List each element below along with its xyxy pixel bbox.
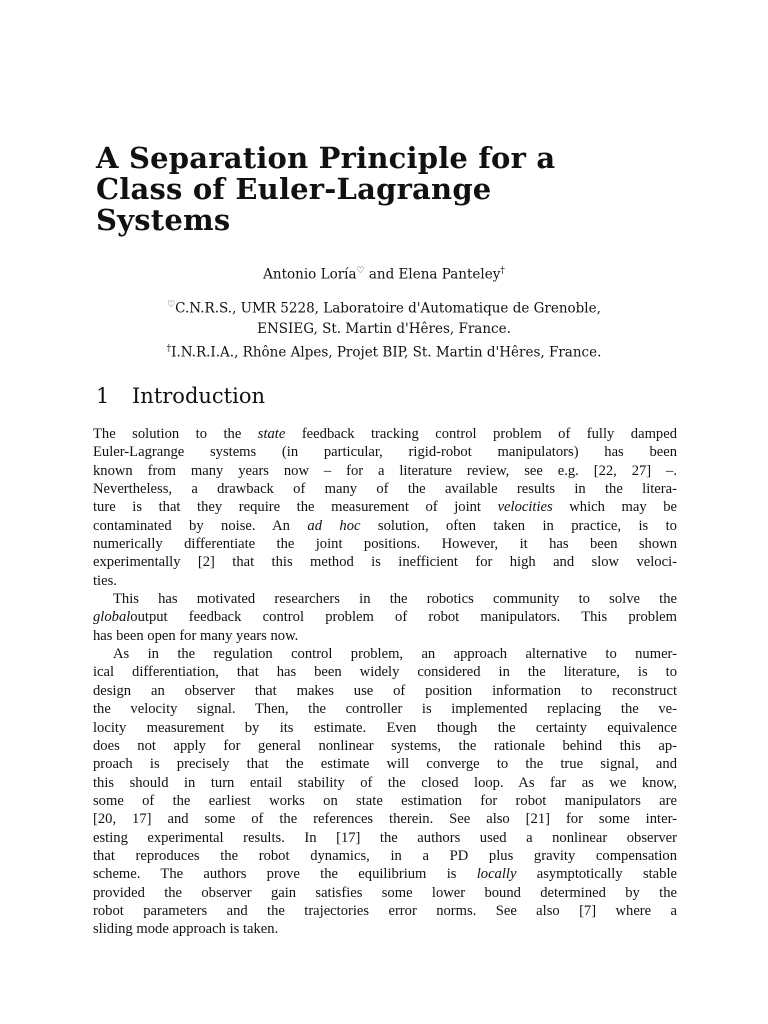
body-line-emphasis: global bbox=[93, 609, 131, 626]
body-line-text: locity measurement by its estimate. Even though the certainty equivalence bbox=[93, 719, 677, 736]
body-line bbox=[93, 498, 677, 516]
body-line-text: ical differentiation, that has been widely considered in the literature, is to bbox=[93, 664, 677, 681]
body-line bbox=[93, 755, 677, 773]
affiliations bbox=[0, 295, 768, 362]
author-mark-2: † bbox=[500, 266, 505, 276]
author-mark-1: ♡ bbox=[356, 266, 365, 276]
body-line-text: asymptotically stable bbox=[516, 866, 677, 883]
affiliation-3 bbox=[0, 339, 768, 363]
body-line-text: robot parameters and the trajectories error norms. See also [7] where a bbox=[93, 902, 677, 919]
body-line bbox=[93, 627, 677, 645]
author-name-1: Antonio Loría bbox=[263, 266, 357, 283]
section-title: Introduction bbox=[132, 384, 265, 408]
paper-title bbox=[96, 143, 696, 236]
section-heading bbox=[96, 383, 265, 409]
body-line-text: esting experimental results. In [17] the authors used a nonlinear observer bbox=[93, 829, 677, 846]
affiliation-mark-3: † bbox=[166, 343, 172, 354]
title-line-1: A Separation Principle for a bbox=[96, 141, 556, 175]
body-line bbox=[93, 902, 677, 920]
body-line bbox=[93, 682, 677, 700]
body-line-text: experimentally [2] that this method is inefficient for high and slow veloci- bbox=[93, 554, 677, 571]
body-line bbox=[93, 700, 677, 718]
affiliation-text-2: ENSIEG, St. Martin d'Hêres, France. bbox=[257, 320, 511, 337]
body-line-text: Euler-Lagrange systems (in particular, rigid-robot manipulators) has been bbox=[93, 444, 677, 461]
body-line bbox=[93, 737, 677, 755]
author-line bbox=[0, 262, 768, 284]
body-line bbox=[93, 920, 677, 938]
body-line bbox=[93, 553, 677, 571]
body-line bbox=[93, 847, 677, 865]
body-line-text: contaminated by noise. An bbox=[93, 517, 308, 534]
body-line bbox=[93, 663, 677, 681]
body-line-text: some of the earliest works on state estimation for robot manipulators are bbox=[93, 792, 677, 809]
body-line-emphasis: velocities bbox=[497, 499, 553, 516]
body-line bbox=[93, 829, 677, 847]
body-line bbox=[93, 590, 677, 608]
body-line-text: does not apply for general nonlinear systems, the rationale behind this ap- bbox=[93, 737, 677, 754]
body-line bbox=[93, 572, 677, 590]
body-line-text: output feedback control problem of robot manipulators. This problem bbox=[130, 609, 677, 626]
body-line-text: which may be bbox=[552, 499, 677, 516]
body-line-text: [20, 17] and some of the references therein. See also [21] for some inter- bbox=[93, 811, 677, 828]
body-line-text: This has motivated researchers in the robotics community to solve the bbox=[113, 591, 677, 608]
body-line bbox=[93, 865, 677, 883]
body-line bbox=[93, 608, 677, 626]
body-line bbox=[93, 535, 677, 553]
body-line-text: provided the observer gain satisfies some lower bound determined by the bbox=[93, 884, 677, 901]
affiliation-2 bbox=[0, 319, 768, 339]
body-line-text: the velocity signal. Then, the controller is implemented replacing the ve- bbox=[93, 701, 677, 718]
body-line-text: proach is precisely that the estimate will converge to the true signal, and bbox=[93, 756, 677, 773]
body-line-emphasis: locally bbox=[476, 866, 517, 883]
body-line-emphasis: state bbox=[257, 426, 286, 442]
body-line bbox=[93, 810, 677, 828]
body-line-text: this should in turn entail stability of the closed loop. As far as we know, bbox=[93, 774, 677, 791]
body-line-text: Nevertheless, a drawback of many of the available results in the litera- bbox=[93, 481, 677, 498]
body-line-text: sliding mode approach is taken. bbox=[93, 921, 279, 938]
body-line bbox=[93, 645, 677, 663]
body-line-text: numerically differentiate the joint positions. However, it has been shown bbox=[93, 536, 677, 553]
author-name-2: and Elena Panteley bbox=[364, 266, 501, 283]
body-line bbox=[93, 517, 677, 535]
body-line-text: solution, often taken in practice, is to bbox=[360, 517, 677, 534]
body-line-text: has been open for many years now. bbox=[93, 627, 299, 644]
affiliation-mark-1: ♡ bbox=[167, 300, 176, 310]
affiliation-text-3: I.N.R.I.A., Rhône Alpes, Projet BIP, St. Martin d'Hêres, France. bbox=[171, 344, 602, 360]
body-line bbox=[93, 425, 677, 443]
body-line-text: feedback tracking control problem of fully damped bbox=[285, 426, 677, 442]
title-line-2: Class of Euler-Lagrange bbox=[96, 172, 492, 206]
section-number: 1 bbox=[96, 384, 110, 408]
affiliation-text-1: C.N.R.S., UMR 5228, Laboratoire d'Automatique de Grenoble, bbox=[175, 300, 601, 317]
title-line-3: Systems bbox=[96, 203, 231, 237]
body-line-text: known from many years now – for a literature review, see e.g. [22, 27] –. bbox=[93, 462, 677, 479]
body-line-text: ture is that they require the measurement of joint bbox=[93, 499, 498, 516]
body-line-text: ties. bbox=[93, 572, 117, 589]
body-line-text: design an observer that makes use of position information to reconstruct bbox=[93, 682, 677, 699]
body-line bbox=[93, 884, 677, 902]
body-line-text: that reproduces the robot dynamics, in a PD plus gravity compensation bbox=[93, 847, 677, 864]
body-line-emphasis: ad hoc bbox=[307, 517, 361, 534]
body-line bbox=[93, 443, 677, 461]
body-line bbox=[93, 719, 677, 737]
body-text bbox=[93, 425, 677, 939]
body-line-text: The solution to the bbox=[93, 426, 258, 442]
body-line bbox=[93, 462, 677, 480]
body-line bbox=[93, 774, 677, 792]
body-line bbox=[93, 480, 677, 498]
affiliation-1 bbox=[0, 295, 768, 319]
body-line-text: As in the regulation control problem, an approach alternative to numer- bbox=[113, 646, 677, 663]
body-line-text: scheme. The authors prove the equilibrium is bbox=[93, 866, 477, 883]
body-line bbox=[93, 792, 677, 810]
